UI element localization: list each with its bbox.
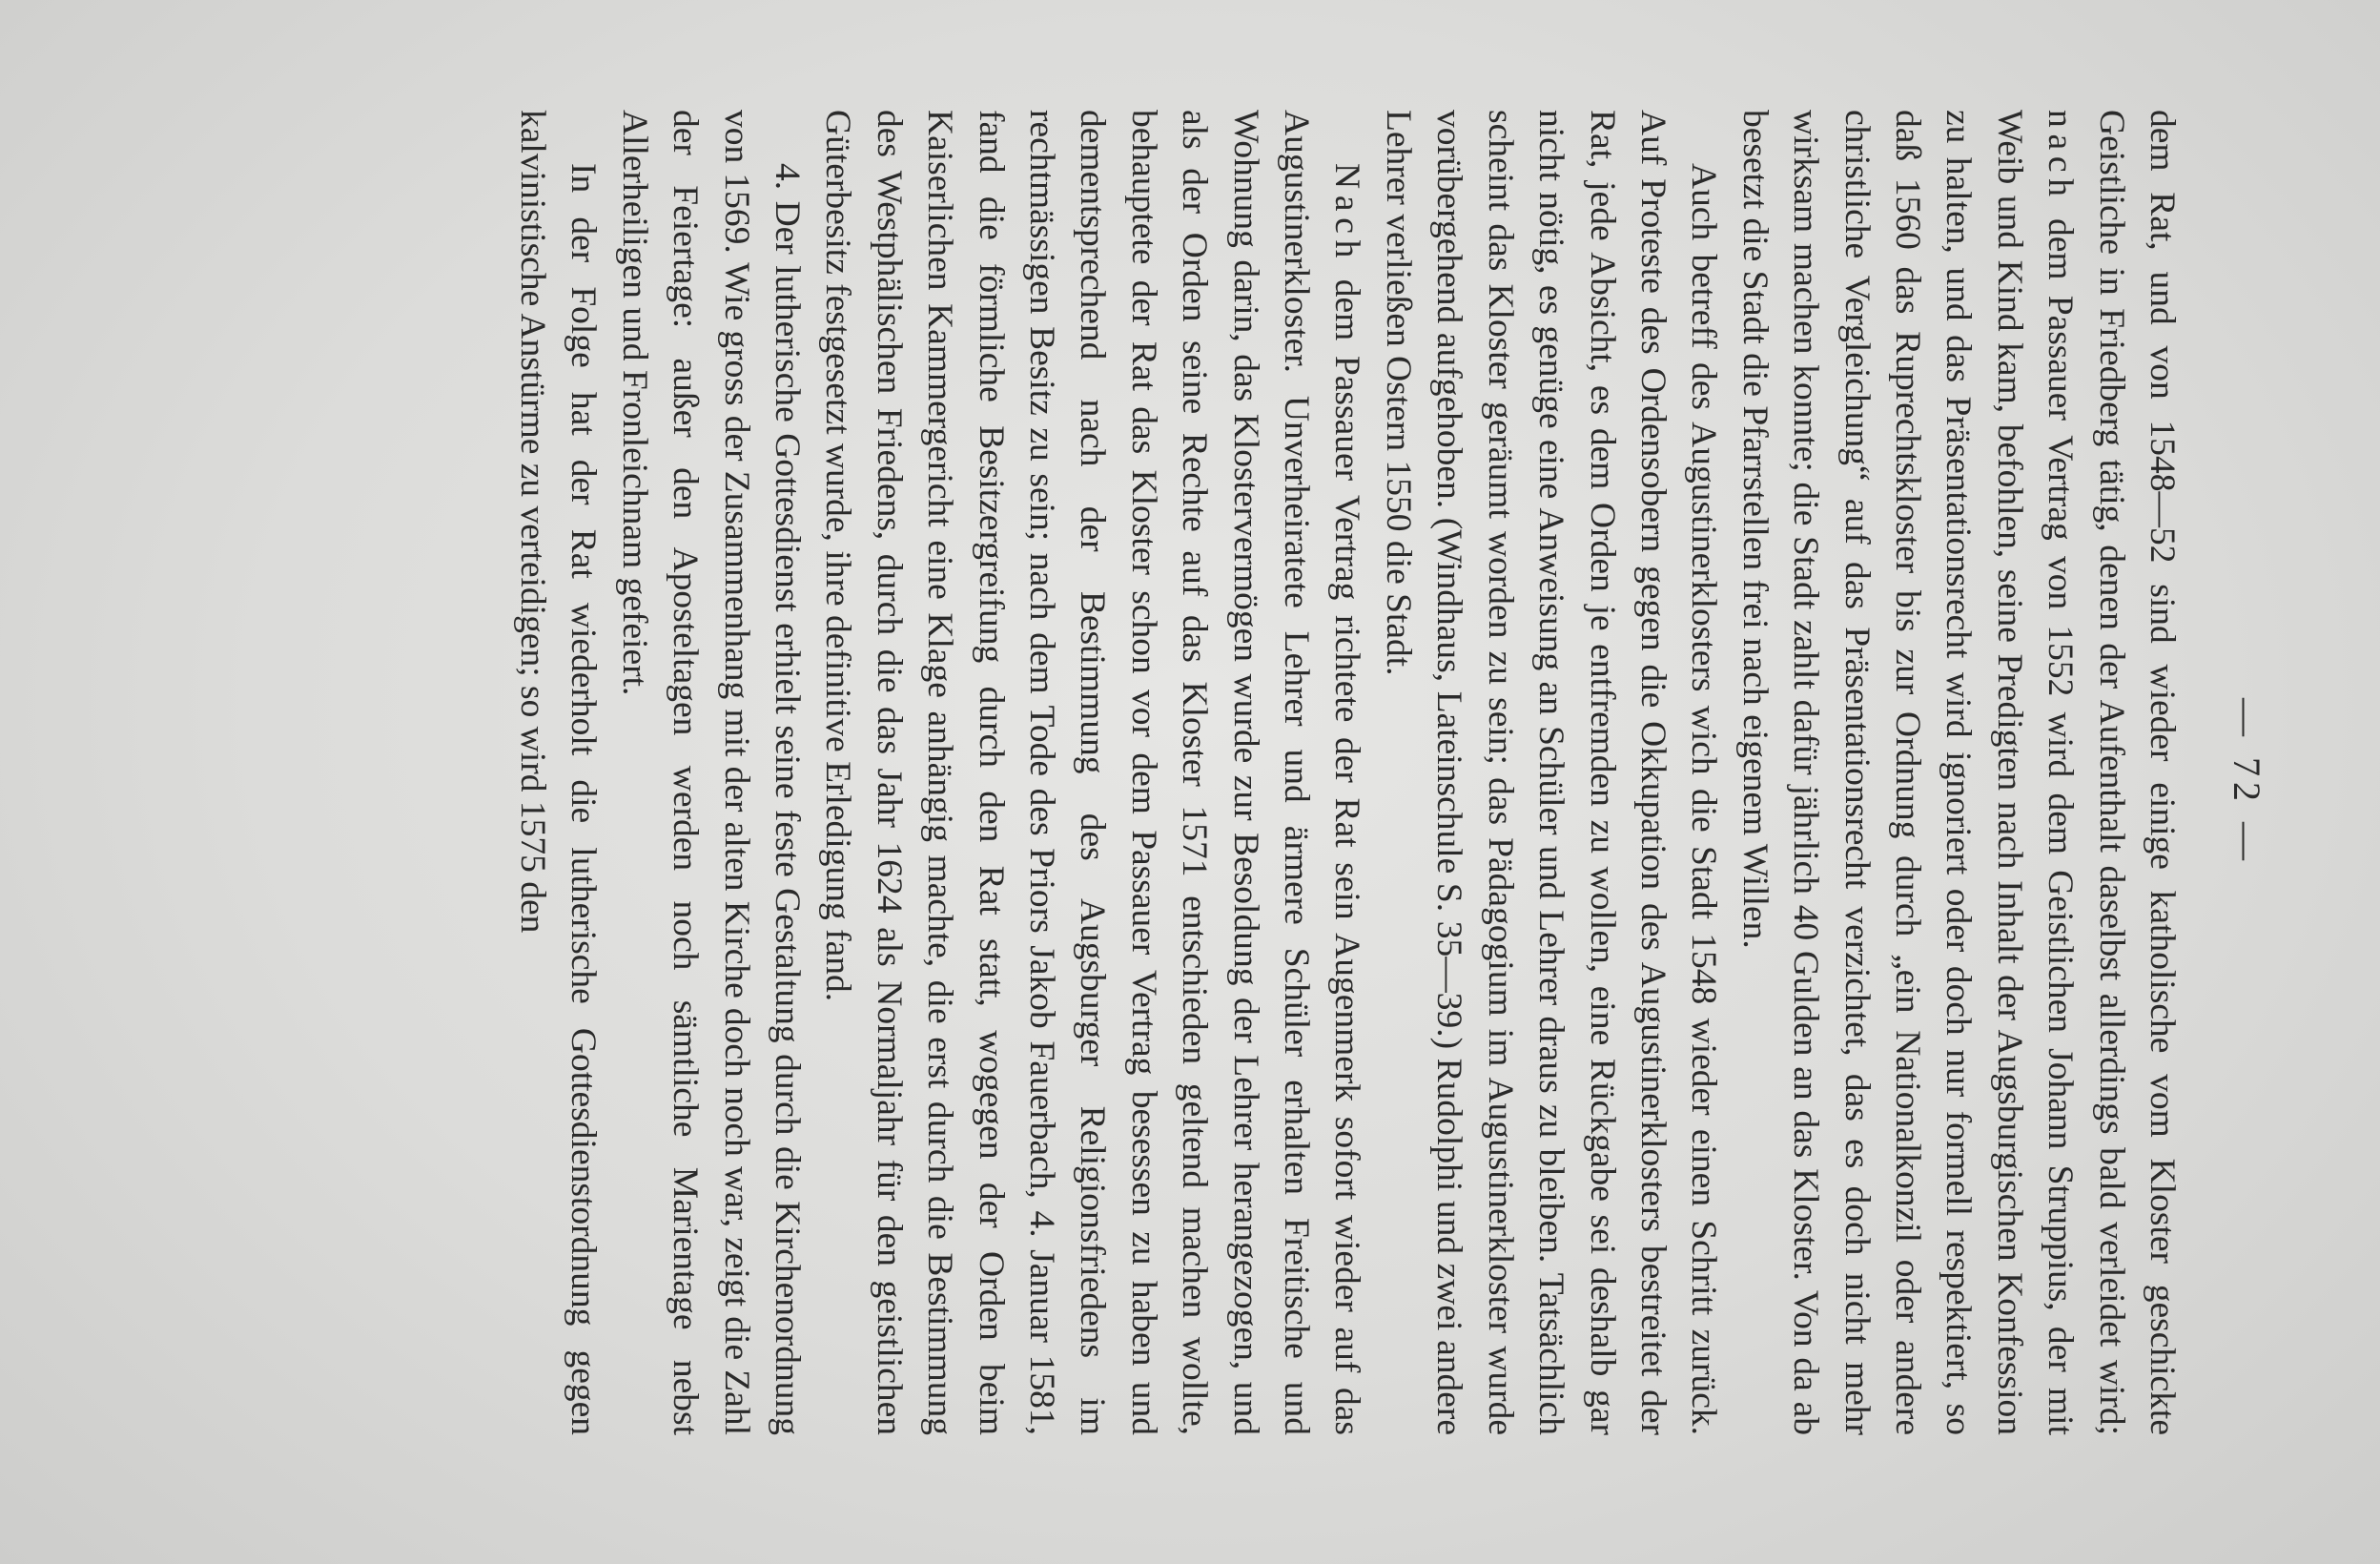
paragraph-1 [1729,110,2187,1435]
text-run: dem Passauer Vertrag von 1552 wird dem Geistlichen Johann Struppius, der mit Weib und Kind kam, befohlen, seine Predigten nach Inhalt der Augsburgischen Konfession zu halten, und das Präsentationsrecht wird ignoriert oder doch nur formell respektiert, so daß 1560 das Ruprechtskloster bis zur Ordnung durch „ein Nationalkonzil oder andere christliche Vergleichung“ auf das Präsentationsrecht verzichtet, das es doch nicht mehr wirksam machen konnte; die Stadt zahlt dafür jährlich 40 Gulden an das Kloster. Von da ab besetzt die Stadt die Pfarrstellen frei nach eigenem Willen. [1734,110,2081,1435]
body-text [507,110,2187,1435]
text-run: 4. Der lutherische Gottesdienst erhielt seine feste Gestaltung durch die Kirchenordnung von 1569. Wie gross der Zusammenhang mit der alten Kirche doch noch war, zeigt die Zahl der Feiertage: außer den Aposteltagen werden noch sämtliche Marientage nebst Allerheiligen und Fronleichnam gefeiert. [614,110,808,1435]
paragraph-4 [608,110,812,1435]
paragraph-3 [812,110,1372,1435]
paragraph-2 [1373,110,1730,1435]
emphasized-word: nach [2041,110,2081,203]
text-run: In der Folge hat der Rat wiederholt die lutherische Gottesdienstordnung gegen kalvinistische Anstürme zu verteidigen; so wird 1575 den [513,110,604,1435]
text-run: dem Rat, und von 1548—52 sind wieder einige katholische vom Kloster geschickte Geistliche in Friedberg tätig, denen der Aufenthalt daselbst allerdings bald verleidet wird; [2091,110,2182,1435]
emphasized-word: Nach [1327,163,1367,265]
text-run: Auch betreff des Augustinerklosters wich die Stadt 1548 wieder einen Schritt zurück. Auf Proteste des Ordensobern gegen die Okkupation des Augustinerklosters bestreitet der Rat, jede Absicht, es dem Orden je entfremden zu wollen, eine Rückgabe sei deshalb gar nicht nötig, es genüge eine Anweisung an Schüler und Lehrer draus zu bleiben. Tatsächlich scheint das Kloster geräumt worden zu sein; das Pädagogium im Augustinerkloster wurde vorübergehend aufgehoben. (Windhaus, Lateinschule S. 35—39.) Rudolphi und zwei andere Lehrer verließen Ostern 1550 die Stadt. [1378,110,1724,1435]
page-number: — 72 — [2226,698,2268,866]
book-page [137,38,2311,1526]
text-run: dem Passauer Vertrag richtete der Rat sein Augenmerk sofort wieder auf das Augustinerkloster. Unverheiratete Lehrer und ärmere Schüler erhalten Freitische und Wohnung darin, das Klostervermögen wurde zur Besoldung der Lehrer herangezogen, und als der Orden seine Rechte auf das Kloster 1571 entschieden geltend machen wollte, behauptete der Rat das Kloster schon vor dem Passauer Vertrag besessen zu haben und dementsprechend nach der Bestimmung des Augsburger Religionsfriedens im rechtmässigen Besitz zu sein; nach dem Tode des Priors Jakob Fauerbach, 4. Januar 1581, fand die förmliche Besitzergreifung durch den Rat statt, wogegen der Orden beim Kaiserlichen Kammergericht eine Klage anhängig machte, die erst durch die Bestimmung des Westphälischen Friedens, durch die das Jahr 1624 als Normaljahr für den geistlichen Güterbesitz festgesetzt wurde, ihre definitive Erledigung fand. [818,110,1367,1435]
paragraph-5 [507,110,609,1435]
